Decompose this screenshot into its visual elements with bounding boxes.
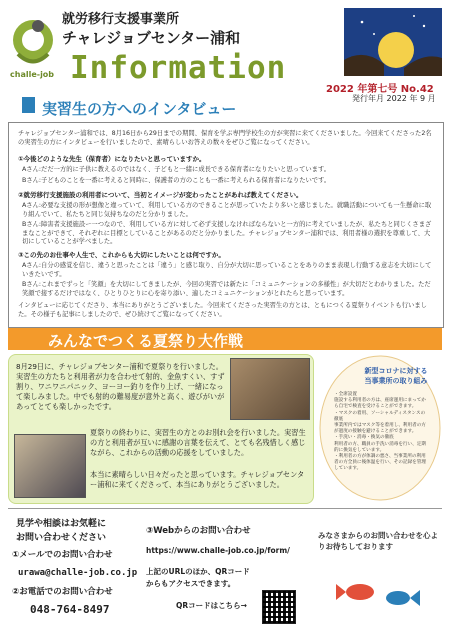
corona-item: 事業所内ではマスク等を着用し、利用者の方が過度の接触を避けることができます。: [334, 423, 426, 435]
corona-title-line2: 当事業所の取り組み: [364, 377, 428, 385]
phone-number[interactable]: 048-764-8497: [30, 603, 110, 616]
section-ribbon: [22, 97, 35, 113]
divider: [8, 508, 442, 509]
web-note-2: からもアクセスできます。: [146, 579, 236, 588]
corona-item: 施設する利用者の方は、座席運用にまってから自宅で検査を受けることができます。: [334, 398, 426, 410]
answer-3b: Bさん:これまでずっと「笑顔」を大切にしてきましたが、今回の実習では新たに「コミュニケーションの多様性」が大切だとわかりました。ただ笑顔で接するだけではなく、ひとりひとりに心を寄り添い、適したコミュニケーションがとれたらと思っています。: [22, 281, 431, 297]
interview-intro: チャレジョブセンター浦和では、8月16日から29日までの期間、保育を学ぶ専門学校生の方が実習に来てくださいました。今回来てくださった2名の実習生の方にインタビューを行いましたので、素晴らしいお答えの数々をぜひご覧になってください。: [18, 130, 432, 146]
corona-title: [356, 366, 436, 386]
festival-para3: 本当に素晴らしい日々だったと思っています。チャレジョブセンター浦和に来てくださって、本当にありがとうございました。: [90, 470, 305, 489]
answer-2a: Aさん:必要な支援の形が想像と違っていて、利用している方のできることが思っていたより多いと感じました。就職活動についても一生懸命に取り組んでいて、私たちと同じ気持ちなのだと分かりました。: [22, 202, 432, 218]
org-name: チャレジョブセンター浦和: [62, 29, 241, 47]
web-url[interactable]: https://www.challe-job.co.jp/form/: [146, 546, 290, 555]
moon-illustration: [344, 8, 442, 76]
org-category: 就労移行支援事業所: [62, 12, 180, 27]
answer-3a: Aさん:自分の感覚を信じ、違うと思ったことは「違う」と感じ取り、自分が大切に思っていることをありのまま表現し行動する意志を大切にしていきたいです。: [22, 262, 432, 278]
section2-title: みんなでつくる夏祭り大作戦: [48, 332, 244, 350]
festival-para1: 8月29日に、チャレジョブセンター浦和で夏祭りを行いました。実習生の方たちと利用者が力を合わせて射的、金魚すくい、すず割り、ワニワニパニック、ヨーヨー釣りを作り上げ、一緒になって楽しみました。中でも射的の難易度が意外と高く、遊びがいがあってとても楽しかったです。: [16, 362, 225, 411]
festival-para2: 夏祭りの終わりに、実習生の方とのお別れ会を行いました。実習生の方と利用者が互いに感謝の言葉を伝えて、とても名残惜しく感じながら、これからの活動の応援をしていました。: [90, 428, 306, 457]
answer-1b: Bさん:子どものことを一番に考えると同時に、保護者の方のことも一番に考えられる保育者になりたいです。: [22, 177, 331, 184]
mail-label: ①メールでのお問い合わせ: [12, 550, 113, 560]
web-label: ③Webからのお問い合わせ: [146, 526, 251, 536]
qr-label: QRコードはこちら→: [176, 601, 247, 610]
corona-item: ・全席設置: [334, 392, 357, 397]
question-2: ②就労移行支援施設の利用者について、当初とイメージが変わったことがあれば教えてください。: [18, 191, 303, 199]
corona-list: [334, 392, 428, 473]
brand-name: challe-job: [10, 70, 55, 79]
corona-item: ・利用者の方が体調の悪さ、当事業所の利用者の方全員に後体温を行い、その記録を管理しています。: [334, 454, 426, 472]
answer-1a: Aさん:だだ一方的に子供に教えるのではなく、子どもと一緒に成長できる保育者になりたいと思っています。: [22, 166, 331, 173]
contact-heading-2: お問い合わせください: [16, 533, 107, 543]
question-1: ①今後どのような先生（保育者）になりたいと思っていますか。: [18, 155, 206, 163]
answer-2b: Bさん:障害者支援施設ー一つなので、利用している方に対して必ず支援しなければならないと一方的に考えていましたが、私たちと同じくさまざまなことができて、それぞれに目標としていることがあるのだと分かりました。チャレジョブセンター浦和では、利用者様の選択を尊重して、大切にしていることが学べました。: [22, 221, 432, 246]
corona-item: ・手洗い・消毒・換気の徹底: [334, 435, 394, 441]
qr-code[interactable]: [262, 590, 296, 624]
issue-date: 発行年月 2022 年 9 月: [352, 94, 436, 103]
issue-number: 2022 年第七号 No.42: [326, 84, 434, 95]
corona-title-line1: 新型コロナに対する: [364, 367, 428, 375]
section1-title: 実習生の方へのインタビュー: [42, 100, 237, 118]
corona-item: ・マスクの着用、ソーシャルディスタンスの徹底: [334, 410, 426, 422]
web-note-1: 上記のURLのほか、QRコード: [146, 567, 250, 576]
corona-footer: みなさまからのお問い合わせを心よりお待ちしております: [318, 531, 438, 551]
mail-address[interactable]: urawa@challe-job.co.jp: [18, 568, 138, 578]
festival-photo-1: [230, 358, 310, 420]
interview-closing: インタビューに応じてくださり、本当にありがとうございました。今回来てくださった実習生の方とは、ともにつくる夏祭りイベントも行いました。その様子も記事にしましたので、ぜひ続けてご覧になってください。: [18, 302, 427, 318]
question-3: ③この先のお仕事や人生で、これからも大切にしたいことは何ですか。: [18, 251, 225, 259]
phone-label: ②お電話でのお問い合わせ: [12, 587, 113, 597]
newsletter-title: Information: [70, 50, 287, 86]
festival-photo-2: [14, 434, 86, 498]
contact-heading-1: 見学や相談はお気軽に: [16, 519, 107, 529]
fish-illustration: [330, 568, 430, 618]
corona-item: 利用者の方、職員の手洗い消毒を行い、定期的に換気をしています。: [334, 441, 426, 453]
